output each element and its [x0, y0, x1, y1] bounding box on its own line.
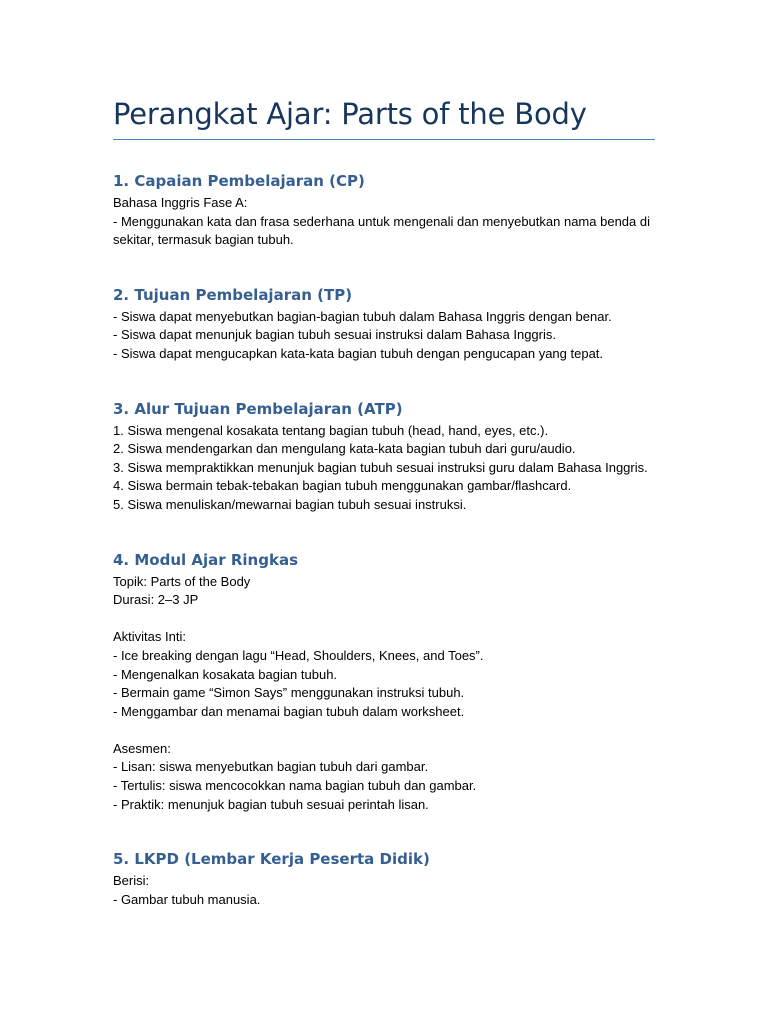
section-body	[113, 308, 655, 364]
body-line: - Ice breaking dengan lagu “Head, Shoulders, Knees, and Toes”.	[113, 647, 484, 663]
body-line: - Lisan: siswa menyebutkan bagian tubuh dari gambar.	[113, 759, 429, 775]
section-modul-ajar-ringkas	[113, 549, 655, 815]
body-line: Topik: Parts of the Body	[113, 573, 251, 589]
body-line: Bahasa Inggris Fase A:	[113, 195, 248, 210]
body-line: - Siswa dapat menunjuk bagian tubuh sesuai instruksi dalam Bahasa Inggris.	[113, 327, 556, 343]
blank-line	[113, 610, 655, 629]
body-line: - Menggunakan kata dan frasa sederhana untuk mengenali dan menyebutkan nama benda di sekitar, termasuk bagian tubuh.	[113, 213, 650, 248]
section-lkpd	[113, 848, 655, 909]
section-heading: 4. Modul Ajar Ringkas	[113, 550, 298, 569]
body-line: 4. Siswa bermain tebak-tebakan bagian tubuh menggunakan gambar/flashcard.	[113, 478, 572, 494]
section-body	[113, 194, 655, 250]
blank-line	[113, 721, 655, 740]
body-line: Aktivitas Inti:	[113, 629, 186, 645]
section-body	[113, 422, 655, 515]
section-heading: 2. Tujuan Pembelajaran (TP)	[113, 285, 353, 304]
body-line: - Praktik: menunjuk bagian tubuh sesuai perintah lisan.	[113, 796, 429, 812]
title-underline	[113, 139, 655, 140]
section-heading: 3. Alur Tujuan Pembelajaran (ATP)	[113, 399, 403, 418]
body-line: 2. Siswa mendengarkan dan mengulang kata-kata bagian tubuh dari guru/audio.	[113, 441, 576, 457]
body-line: - Bermain game “Simon Says” menggunakan instruksi tubuh.	[113, 685, 465, 701]
page-title: Perangkat Ajar: Parts of the Body	[113, 97, 587, 131]
section-tujuan-pembelajaran	[113, 284, 655, 364]
section-capaian-pembelajaran	[113, 170, 655, 250]
body-line: - Siswa dapat mengucapkan kata-kata bagian tubuh dengan pengucapan yang tepat.	[113, 345, 604, 361]
body-line: - Menggambar dan menamai bagian tubuh dalam worksheet.	[113, 703, 465, 719]
body-line: Berisi:	[113, 873, 150, 889]
body-line: 3. Siswa mempraktikkan menunjuk bagian tubuh sesuai instruksi guru dalam Bahasa Inggris.	[113, 459, 648, 475]
section-body	[113, 872, 655, 909]
body-line: - Siswa dapat menyebutkan bagian-bagian tubuh dalam Bahasa Inggris dengan benar.	[113, 308, 612, 324]
body-line: - Tertulis: siswa mencocokkan nama bagian tubuh dan gambar.	[113, 778, 477, 794]
body-line: Asesmen:	[113, 740, 171, 756]
body-line: 5. Siswa menuliskan/mewarnai bagian tubuh sesuai instruksi.	[113, 496, 467, 512]
body-line: - Gambar tubuh manusia.	[113, 891, 261, 907]
section-heading: 5. LKPD (Lembar Kerja Peserta Didik)	[113, 850, 430, 869]
body-line: - Mengenalkan kosakata bagian tubuh.	[113, 666, 338, 682]
section-alur-tujuan-pembelajaran	[113, 398, 655, 515]
section-body	[113, 573, 655, 815]
body-line: Durasi: 2–3 JP	[113, 592, 199, 608]
body-line: 1. Siswa mengenal kosakata tentang bagian tubuh (head, hand, eyes, etc.).	[113, 422, 549, 438]
section-heading: 1. Capaian Pembelajaran (CP)	[113, 172, 365, 190]
